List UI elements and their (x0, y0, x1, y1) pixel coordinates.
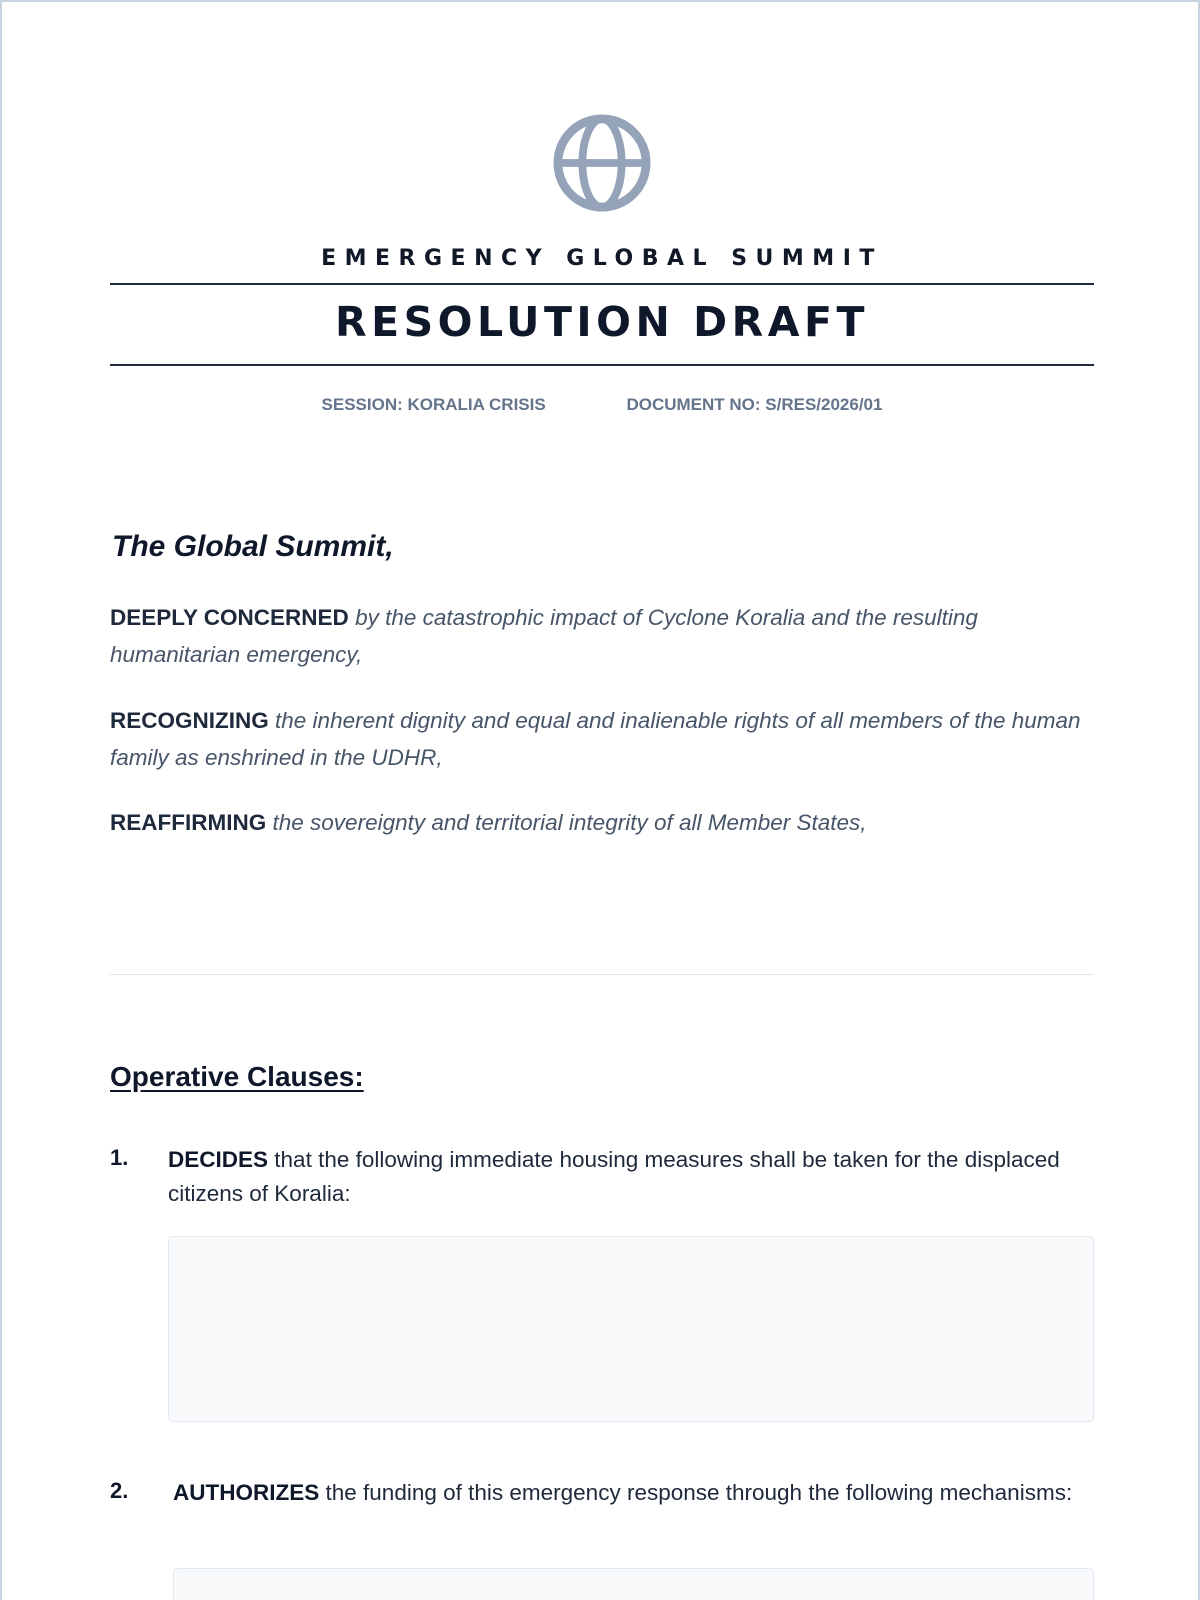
title-rule-bottom (110, 364, 1094, 366)
clause-response-input[interactable] (173, 1568, 1094, 1600)
clause-body: that the following immediate housing measures shall be taken for the displaced citizens of Koralia: (168, 1147, 1060, 1206)
preamble-clause (110, 702, 1102, 776)
preamble-heading: The Global Summit, (112, 530, 394, 563)
clause-number: 2. (110, 1478, 129, 1503)
clause-keyword: DECIDES (168, 1147, 269, 1172)
document-meta (110, 395, 1094, 415)
operative-heading: Operative Clauses: (110, 1061, 364, 1092)
preamble-clause (110, 804, 1102, 841)
operative-clause (110, 1143, 1094, 1423)
clause-keyword: AUTHORIZES (173, 1480, 320, 1505)
session-label: SESSION: KORALIA CRISIS (321, 395, 546, 414)
page-title: RESOLUTION DRAFT (335, 298, 869, 346)
clause-text: the sovereignty and territorial integrity of all Member States, (272, 810, 867, 835)
clause-keyword: DEEPLY CONCERNED (110, 605, 349, 630)
clause-text (168, 1143, 1068, 1211)
clause-keyword: REAFFIRMING (110, 810, 267, 835)
clause-text: the inherent dignity and equal and inalienable rights of all members of the human family as enshrined in the UDHR, (110, 708, 1081, 770)
clause-text (173, 1476, 1073, 1510)
clause-response-input[interactable] (168, 1236, 1094, 1422)
operative-clause (110, 1476, 1094, 1600)
title-rule-top (110, 283, 1094, 285)
clause-text: by the catastrophic impact of Cyclone Koralia and the resulting humanitarian emergency, (110, 605, 978, 667)
clause-body: the funding of this emergency response through the following mechanisms: (325, 1480, 1073, 1505)
organization-name: EMERGENCY GLOBAL SUMMIT (321, 246, 883, 271)
section-divider (110, 974, 1094, 975)
clause-keyword: RECOGNIZING (110, 708, 269, 733)
globe-icon (553, 114, 651, 212)
clause-number: 1. (110, 1145, 129, 1170)
preamble-clause (110, 599, 1102, 673)
document-number: DOCUMENT NO: S/RES/2026/01 (626, 395, 883, 414)
